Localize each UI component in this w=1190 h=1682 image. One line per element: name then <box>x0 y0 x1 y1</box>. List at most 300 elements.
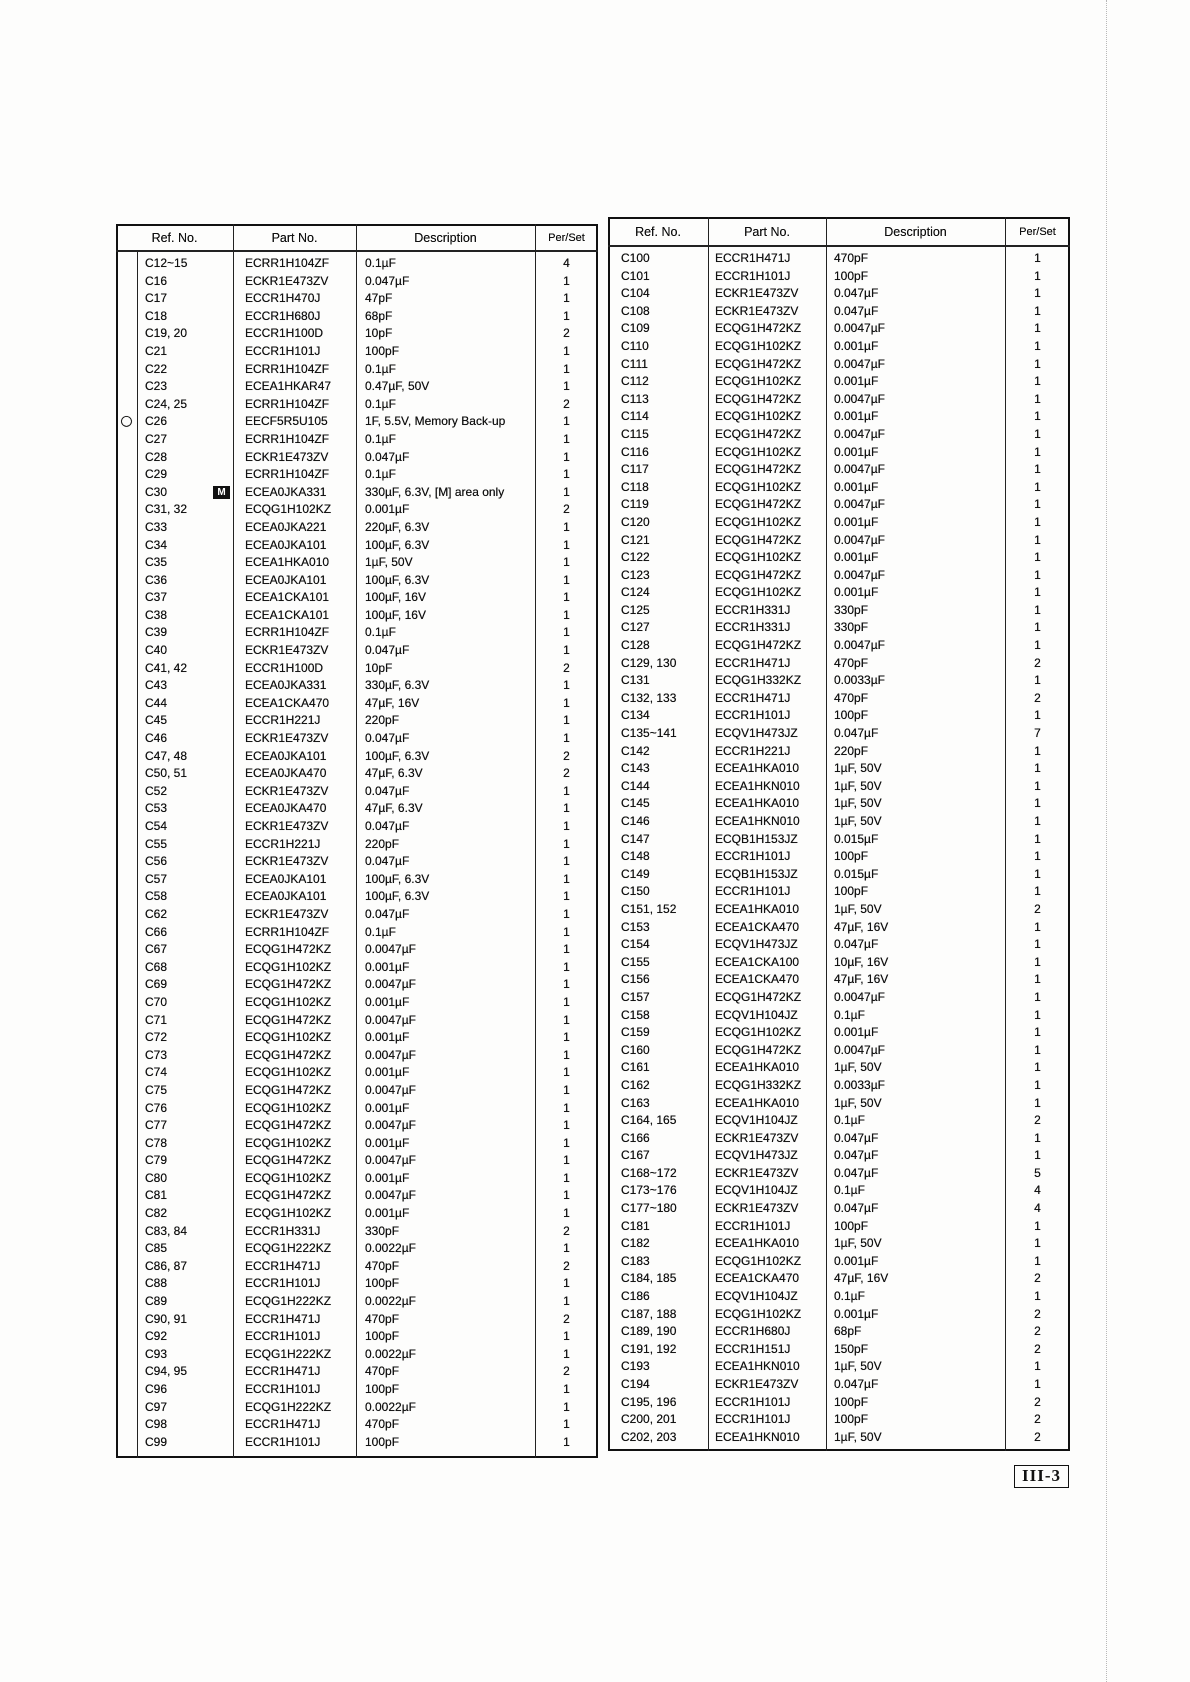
table-row <box>608 848 1070 866</box>
ref-no-text: C187, 188 <box>621 1306 677 1321</box>
per-set-cell: 1 <box>563 678 570 693</box>
part-no-cell: ECKR1E473ZV <box>245 273 329 288</box>
description-cell: 1µF, 50V <box>834 1429 882 1444</box>
table-body <box>608 250 1070 1446</box>
part-no-cell: ECEA1CKA100 <box>715 954 800 969</box>
description-cell: 0.0033µF <box>834 1077 885 1092</box>
description-cell: 47µF, 16V <box>834 1271 889 1286</box>
mark-cell <box>116 783 137 801</box>
per-set-cell: 1 <box>1034 532 1041 547</box>
ref-no-cell <box>608 971 708 989</box>
per-set-cell: 1 <box>563 625 570 640</box>
part-no-cell: ECQG1H102KZ <box>245 1100 332 1115</box>
ref-no-cell <box>608 866 708 884</box>
part-no-cell: ECRR1H104ZF <box>245 924 330 939</box>
table-row <box>608 989 1070 1007</box>
per-set-cell: 1 <box>1034 426 1041 441</box>
description-cell: 0.1µF <box>834 1007 865 1022</box>
per-set-cell: 1 <box>563 1153 570 1168</box>
per-set-cell: 1 <box>1034 1253 1041 1268</box>
header-per-set: Per/Set <box>548 232 585 244</box>
per-set-cell: 2 <box>563 326 570 341</box>
table-row <box>608 1059 1070 1077</box>
table-row <box>608 971 1070 989</box>
table-row <box>608 655 1070 673</box>
table-row <box>116 800 598 818</box>
ref-no-cell <box>608 514 708 532</box>
ref-no-text: C36 <box>145 572 168 587</box>
part-no-cell: ECQG1H222KZ <box>245 1294 332 1309</box>
mark-cell <box>116 818 137 836</box>
parts-table-left <box>116 224 598 1458</box>
description-cell: 0.0047µF <box>365 977 416 992</box>
mark-cell <box>116 1293 137 1311</box>
part-no-cell: ECQG1H472KZ <box>715 497 802 512</box>
table-row <box>608 1112 1070 1130</box>
ref-no-cell <box>608 1394 708 1412</box>
ref-no-cell <box>137 642 233 660</box>
per-set-cell: 1 <box>1034 849 1041 864</box>
description-cell: 1µF, 50V <box>834 1359 882 1374</box>
per-set-cell: 1 <box>563 1206 570 1221</box>
part-no-cell: ECCR1H101J <box>715 708 791 723</box>
part-no-cell: ECEA1HKA010 <box>715 901 800 916</box>
per-set-cell: 2 <box>1034 901 1041 916</box>
description-cell: 0.0047µF <box>834 989 885 1004</box>
part-no-cell: ECEA1CKA101 <box>245 590 330 605</box>
per-set-cell: 2 <box>563 660 570 675</box>
part-no-cell: ECCR1H101J <box>715 268 791 283</box>
table-row <box>116 1029 598 1047</box>
ref-no-cell <box>608 1306 708 1324</box>
description-cell: 0.001µF <box>834 1253 879 1268</box>
description-cell: 1µF, 50V <box>365 555 413 570</box>
per-set-cell: 1 <box>563 1065 570 1080</box>
table-row <box>608 954 1070 972</box>
per-set-cell: 2 <box>1034 1271 1041 1286</box>
description-cell: 0.0047µF <box>834 391 885 406</box>
ref-no-text: C101 <box>621 268 650 283</box>
ref-no-cell <box>137 607 233 625</box>
ref-no-cell <box>608 496 708 514</box>
description-cell: 0.0047µF <box>834 497 885 512</box>
ref-no-text: C83, 84 <box>145 1223 188 1238</box>
part-no-cell: EECF5R5U105 <box>245 414 328 429</box>
part-no-cell: ECCR1H471J <box>715 690 791 705</box>
ref-no-text: C92 <box>145 1329 168 1344</box>
table-row <box>608 831 1070 849</box>
description-cell: 0.001µF <box>834 409 879 424</box>
per-set-cell: 2 <box>1034 1324 1041 1339</box>
mark-cell <box>116 554 137 572</box>
per-set-cell: 1 <box>563 484 570 499</box>
ref-no-cell <box>608 1341 708 1359</box>
description-cell: 0.1µF <box>365 924 396 939</box>
mark-cell <box>116 431 137 449</box>
description-cell: 0.0047µF <box>365 1012 416 1027</box>
mark-cell <box>116 519 137 537</box>
mark-cell <box>116 1363 137 1381</box>
description-cell: 0.047µF <box>834 286 879 301</box>
table-row <box>116 466 598 484</box>
ref-no-text: C131 <box>621 673 650 688</box>
per-set-cell: 2 <box>1034 1394 1041 1409</box>
description-cell: 220µF, 6.3V <box>365 519 430 534</box>
part-no-cell: ECQB1H153JZ <box>715 831 798 846</box>
part-no-cell: ECEA1HKAR47 <box>245 379 332 394</box>
description-cell: 1F, 5.5V, Memory Back-up <box>365 414 506 429</box>
mark-cell <box>116 396 137 414</box>
table-row <box>116 1170 598 1188</box>
part-no-cell: ECCR1H101J <box>715 849 791 864</box>
description-cell: 0.1µF <box>365 467 396 482</box>
per-set-cell: 1 <box>563 889 570 904</box>
per-set-cell: 4 <box>1034 1201 1041 1216</box>
part-no-cell: ECCR1H470J <box>245 291 321 306</box>
part-no-cell: ECQV1H104JZ <box>715 1289 798 1304</box>
ref-no-cell <box>137 1152 233 1170</box>
part-no-cell: ECKR1E473ZV <box>245 906 329 921</box>
ref-no-text: C147 <box>621 831 650 846</box>
ref-no-cell <box>137 836 233 854</box>
table-row <box>116 501 598 519</box>
ref-no-cell <box>608 338 708 356</box>
part-no-cell: ECRR1H104ZF <box>245 396 330 411</box>
ref-no-cell <box>137 589 233 607</box>
per-set-cell: 1 <box>1034 1359 1041 1374</box>
description-cell: 100µF, 6.3V <box>365 889 430 904</box>
ref-no-cell <box>137 343 233 361</box>
per-set-cell: 1 <box>1034 743 1041 758</box>
description-cell: 0.0047µF <box>834 426 885 441</box>
table-row <box>116 1240 598 1258</box>
description-cell: 100pF <box>834 849 869 864</box>
description-cell: 1µF, 50V <box>834 1060 882 1075</box>
per-set-cell: 1 <box>563 871 570 886</box>
ref-no-text: C43 <box>145 678 168 693</box>
per-set-cell: 1 <box>563 273 570 288</box>
per-set-cell: 1 <box>1034 919 1041 934</box>
mark-cell <box>116 1223 137 1241</box>
description-cell: 100µF, 6.3V <box>365 572 430 587</box>
description-cell: 1µF, 50V <box>834 814 882 828</box>
mark-cell <box>116 1047 137 1065</box>
part-no-cell: ECQG1H472KZ <box>245 1188 332 1203</box>
ref-no-cell <box>137 677 233 695</box>
description-cell: 47µF, 16V <box>834 919 889 934</box>
table-row <box>608 725 1070 743</box>
table-row <box>116 255 598 273</box>
ref-no-cell <box>137 1117 233 1135</box>
mark-cell <box>116 449 137 467</box>
ref-no-text: C12~15 <box>145 256 188 270</box>
part-no-cell: ECEA0JKA101 <box>245 537 327 552</box>
ref-no-text: C134 <box>621 708 650 723</box>
part-no-cell: ECKR1E473ZV <box>245 643 329 658</box>
ref-no-text: C153 <box>621 919 650 934</box>
per-set-cell: 1 <box>1034 831 1041 846</box>
ref-no-text: C19, 20 <box>145 326 188 341</box>
mark-cell <box>116 642 137 660</box>
per-set-cell: 1 <box>1034 462 1041 477</box>
table-row <box>608 1429 1070 1447</box>
description-cell: 0.0047µF <box>365 942 416 957</box>
ref-no-text: C156 <box>621 972 650 987</box>
description-cell: 0.047µF <box>365 731 410 746</box>
description-cell: 0.047µF <box>365 449 410 464</box>
ref-no-text: C75 <box>145 1082 168 1097</box>
part-no-cell: ECCR1H680J <box>245 308 321 323</box>
table-row <box>116 976 598 994</box>
mark-cell <box>116 1117 137 1135</box>
part-no-cell: ECQG1H102KZ <box>245 1030 332 1045</box>
ref-no-text: C56 <box>145 854 168 869</box>
part-no-cell: ECCR1H101J <box>715 1412 791 1427</box>
table-row <box>116 308 598 326</box>
table-row <box>116 589 598 607</box>
mark-cell <box>116 959 137 977</box>
part-no-cell: ECKR1E473ZV <box>715 1377 799 1391</box>
per-set-cell: 1 <box>563 942 570 957</box>
part-no-cell: ECCR1H101J <box>245 1276 321 1291</box>
ref-no-text: C167 <box>621 1148 650 1163</box>
ref-no-text: C40 <box>145 643 168 658</box>
ref-no-cell <box>608 1095 708 1113</box>
ref-no-text: C35 <box>145 555 168 570</box>
header-ref-no: Ref. No. <box>151 231 198 245</box>
ref-no-cell <box>608 848 708 866</box>
description-cell: 0.0022µF <box>365 1241 416 1256</box>
part-no-cell: ECCR1H471J <box>245 1417 321 1432</box>
part-no-cell: ECQG1H102KZ <box>245 1135 332 1150</box>
ref-no-cell <box>608 584 708 602</box>
description-cell: 47pF <box>365 291 393 306</box>
table-row <box>116 537 598 555</box>
description-cell: 100µF, 6.3V <box>365 871 430 886</box>
part-no-cell: ECEA0JKA331 <box>245 484 327 499</box>
table-row <box>116 1434 598 1452</box>
ref-no-cell <box>608 831 708 849</box>
part-no-cell: ECQG1H332KZ <box>715 673 802 688</box>
per-set-cell: 1 <box>1034 1236 1041 1251</box>
description-cell: 0.0047µF <box>834 356 885 371</box>
per-set-cell: 1 <box>563 695 570 710</box>
per-set-cell: 1 <box>563 572 570 587</box>
ref-no-cell <box>608 760 708 778</box>
description-cell: 0.1µF <box>365 396 396 411</box>
per-set-cell: 1 <box>1034 620 1041 635</box>
description-cell: 47µF, 6.3V <box>365 801 423 816</box>
mark-cell <box>116 800 137 818</box>
per-set-cell: 1 <box>563 906 570 921</box>
description-cell: 0.47µF, 50V <box>365 379 430 394</box>
per-set-cell: 1 <box>563 607 570 622</box>
table-row <box>116 660 598 678</box>
table-row <box>608 250 1070 268</box>
per-set-cell: 1 <box>1034 585 1041 600</box>
description-cell: 470pF <box>365 1258 400 1273</box>
mark-cell <box>116 1346 137 1364</box>
description-cell: 0.0047µF <box>834 1042 885 1057</box>
description-cell: 0.001µF <box>834 338 879 353</box>
ref-no-text: C73 <box>145 1047 168 1062</box>
description-cell: 100pF <box>365 343 400 358</box>
ref-no-text: C183 <box>621 1253 650 1268</box>
mark-cell <box>116 888 137 906</box>
table-row <box>116 1381 598 1399</box>
part-no-cell: ECKR1E473ZV <box>715 1165 799 1180</box>
part-no-cell: ECCR1H100D <box>245 660 324 675</box>
part-no-cell: ECQV1H473JZ <box>715 726 798 741</box>
mark-cell <box>116 1100 137 1118</box>
description-cell: 0.0047µF <box>834 638 885 653</box>
part-no-cell: ECEA1HKN010 <box>715 778 800 793</box>
ref-no-cell <box>608 549 708 567</box>
ref-no-cell <box>608 268 708 286</box>
ref-no-cell <box>137 660 233 678</box>
ref-no-cell <box>608 356 708 374</box>
per-set-cell: 1 <box>1034 497 1041 512</box>
mark-cell <box>116 748 137 766</box>
description-cell: 0.001µF <box>834 374 879 389</box>
per-set-cell: 2 <box>1034 1113 1041 1128</box>
ref-no-text: C71 <box>145 1012 168 1027</box>
ref-no-text: C28 <box>145 449 168 464</box>
ref-no-cell <box>608 1411 708 1429</box>
ref-no-cell <box>137 1363 233 1381</box>
part-no-cell: ECCR1H101J <box>715 1218 791 1233</box>
table-row <box>116 1117 598 1135</box>
description-cell: 0.001µF <box>365 1206 410 1221</box>
ref-no-cell <box>137 378 233 396</box>
per-set-cell: 1 <box>1034 937 1041 952</box>
ref-no-text: C44 <box>145 695 168 710</box>
ref-no-cell <box>608 637 708 655</box>
per-set-cell: 1 <box>563 431 570 446</box>
table-row <box>608 883 1070 901</box>
ref-no-cell <box>137 413 233 431</box>
table-row <box>116 361 598 379</box>
per-set-cell: 1 <box>563 1047 570 1062</box>
description-cell: 0.1µF <box>365 431 396 446</box>
ref-no-text: C94, 95 <box>145 1364 188 1379</box>
ref-no-text: C100 <box>621 251 650 265</box>
table-row <box>116 1328 598 1346</box>
part-no-cell: ECCR1H101J <box>245 343 321 358</box>
ref-no-text: C159 <box>621 1025 650 1040</box>
part-no-cell: ECKR1E473ZV <box>715 303 799 318</box>
ref-no-cell <box>137 712 233 730</box>
part-no-cell: ECEA0JKA470 <box>245 801 327 816</box>
ref-no-text: C123 <box>621 567 650 582</box>
table-row <box>116 1135 598 1153</box>
description-cell: 330µF, 6.3V <box>365 678 430 693</box>
table-row <box>116 748 598 766</box>
description-cell: 68pF <box>834 1324 862 1339</box>
ref-no-text: C72 <box>145 1030 168 1045</box>
table-row <box>116 853 598 871</box>
ref-no-cell <box>137 1293 233 1311</box>
ref-no-cell <box>137 361 233 379</box>
part-no-cell: ECQG1H102KZ <box>715 374 802 389</box>
description-cell: 0.047µF <box>834 303 879 318</box>
ref-no-cell <box>608 1112 708 1130</box>
description-cell: 100pF <box>834 268 869 283</box>
description-cell: 0.0047µF <box>834 462 885 477</box>
ref-no-text: C27 <box>145 431 168 446</box>
part-no-cell: ECQG1H102KZ <box>245 1206 332 1221</box>
ref-no-text: C189, 190 <box>621 1324 677 1339</box>
per-set-cell: 2 <box>563 502 570 517</box>
table-row <box>116 695 598 713</box>
table-row <box>608 743 1070 761</box>
ref-no-cell <box>608 690 708 708</box>
ref-no-text: C22 <box>145 361 168 376</box>
part-no-cell: ECQV1H473JZ <box>715 1148 798 1163</box>
ref-no-text: C142 <box>621 743 650 758</box>
header-per-set: Per/Set <box>1019 226 1056 238</box>
ref-no-text: C121 <box>621 532 650 547</box>
part-no-cell: ECCR1H101J <box>715 884 791 899</box>
mark-cell <box>116 1205 137 1223</box>
ref-no-cell <box>137 800 233 818</box>
mark-cell <box>116 501 137 519</box>
ref-no-cell <box>608 954 708 972</box>
ref-no-cell <box>608 619 708 637</box>
ref-no-cell <box>137 818 233 836</box>
description-cell: 100pF <box>834 1394 869 1409</box>
ref-no-text: C168~172 <box>621 1165 677 1180</box>
mark-cell <box>116 853 137 871</box>
part-no-cell: ECEA1HKA010 <box>715 761 800 776</box>
ref-no-cell <box>137 1170 233 1188</box>
table-row <box>608 584 1070 602</box>
ref-no-text: C23 <box>145 379 168 394</box>
ref-no-cell <box>608 1147 708 1165</box>
ref-no-text: C93 <box>145 1346 168 1361</box>
ref-no-text: C18 <box>145 308 168 323</box>
part-no-cell: ECEA0JKA221 <box>245 519 327 534</box>
per-set-cell: 2 <box>1034 1306 1041 1321</box>
part-no-cell: ECQG1H472KZ <box>715 426 802 441</box>
ref-no-text: C45 <box>145 713 168 728</box>
per-set-cell: 2 <box>1034 1341 1041 1356</box>
description-cell: 0.0022µF <box>365 1399 416 1414</box>
part-no-cell: ECQG1H222KZ <box>245 1241 332 1256</box>
ref-no-cell <box>608 795 708 813</box>
description-cell: 0.0047µF <box>365 1047 416 1062</box>
description-cell: 0.001µF <box>365 502 410 517</box>
part-no-cell: ECEA1HKN010 <box>715 1359 800 1374</box>
table-row <box>608 637 1070 655</box>
part-no-cell: ECKR1E473ZV <box>245 854 329 869</box>
description-cell: 47µF, 16V <box>834 972 889 987</box>
part-no-cell: ECCR1H101J <box>245 1382 321 1396</box>
ref-no-text: C58 <box>145 889 168 904</box>
ref-no-text: C74 <box>145 1065 168 1080</box>
table-row <box>116 343 598 361</box>
table-row <box>608 373 1070 391</box>
part-no-cell: ECKR1E473ZV <box>715 286 799 301</box>
m-area-badge: M <box>213 486 230 499</box>
ref-no-text: C191, 192 <box>621 1341 677 1356</box>
table-row <box>608 268 1070 286</box>
mark-cell <box>116 660 137 678</box>
ref-no-cell <box>137 765 233 783</box>
table-row <box>116 730 598 748</box>
ref-no-text: C47, 48 <box>145 748 188 763</box>
ref-no-cell <box>608 725 708 743</box>
